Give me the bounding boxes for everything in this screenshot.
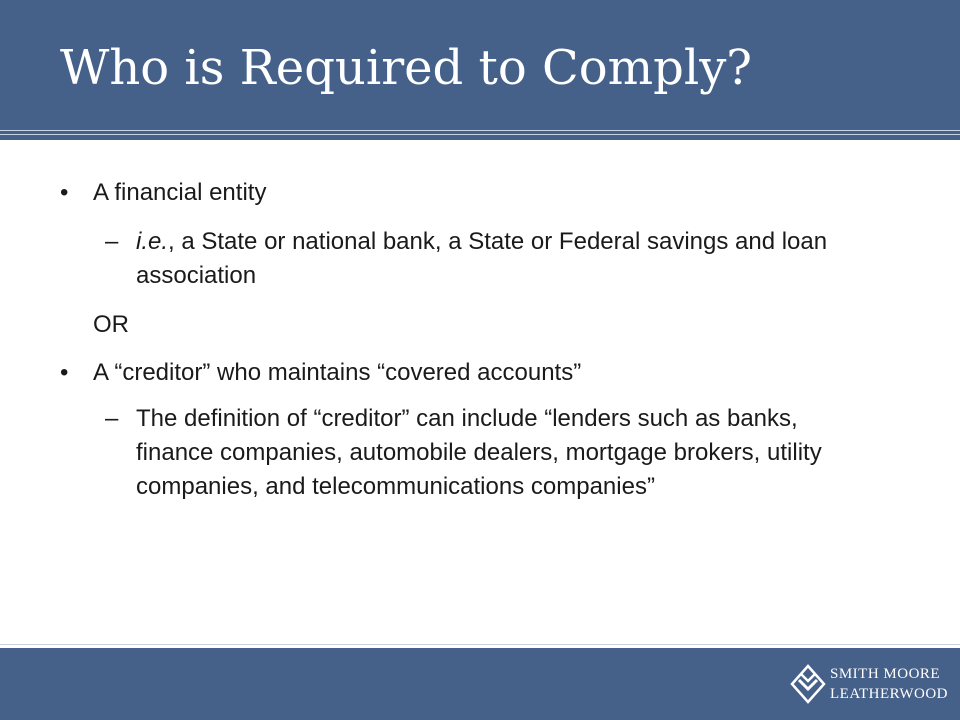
- logo-line-1: SMITH MOORE: [830, 666, 941, 682]
- bullet-text: A financial entity: [93, 179, 267, 206]
- footer-divider: [0, 644, 960, 645]
- header-divider-2: [0, 134, 960, 135]
- diamond-chevron-logo-icon: [790, 664, 826, 704]
- sub-bullet-body: , a State or national bank, a State or Federal savings and loan association: [136, 228, 828, 289]
- slide-title: Who is Required to Comply?: [60, 40, 753, 96]
- dash-marker: –: [105, 228, 119, 255]
- sub-bullet-text: The definition of “creditor” can include “lenders such as banks, finance companies, automobile dealers, mortgage brokers, utility companies, and telecommunications companies”: [136, 405, 822, 500]
- bullet-text: A “creditor” who maintains “covered accounts”: [93, 359, 582, 386]
- emphasis-text: i.e.: [136, 228, 169, 255]
- slide-header: [0, 0, 960, 140]
- bullet-marker: •: [60, 179, 69, 206]
- bullet-marker: •: [60, 359, 69, 386]
- or-divider-text: [93, 308, 129, 342]
- header-divider: [0, 130, 960, 131]
- sub-bullet-text: [136, 225, 896, 293]
- logo-line-2: LEATHERWOOD: [830, 686, 948, 702]
- dash-marker: –: [105, 405, 119, 432]
- smith-moore-leatherwood-logo: [790, 662, 950, 708]
- or-text: OR: [93, 311, 129, 338]
- logo-wordmark: [830, 664, 948, 704]
